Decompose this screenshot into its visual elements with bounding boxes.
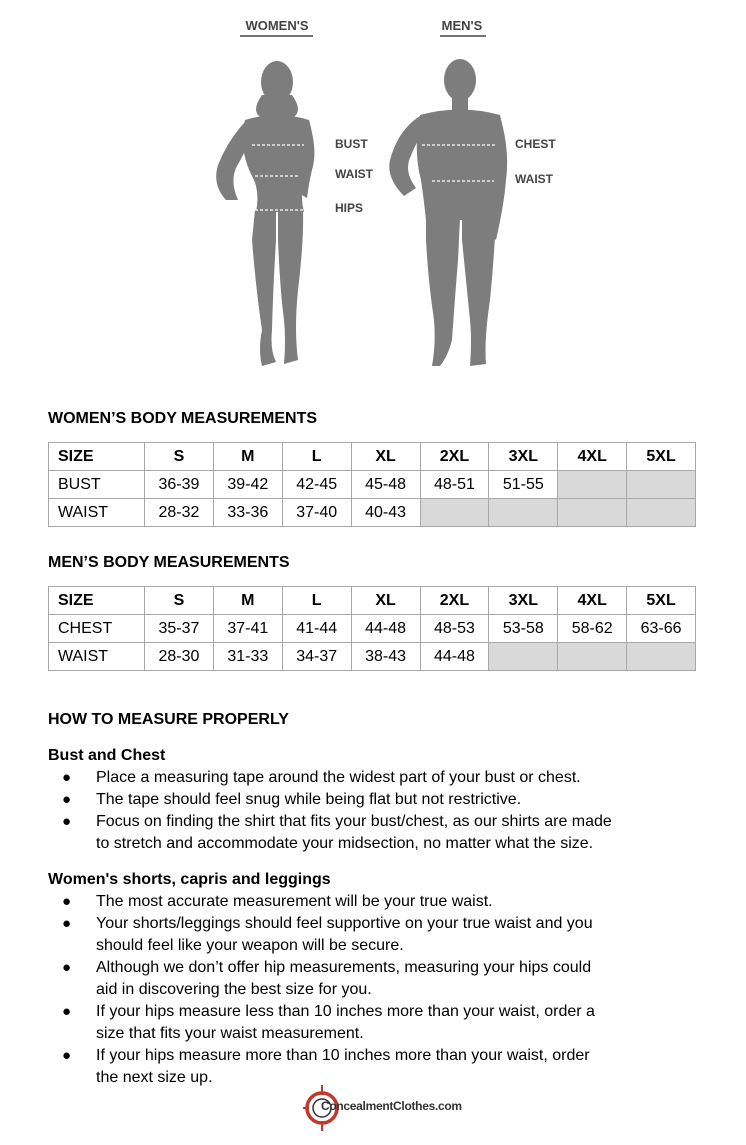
header-cell: 2XL: [420, 587, 489, 615]
table-cell: 31-33: [213, 643, 282, 671]
empty-cell: [558, 471, 627, 499]
table-cell: 48-53: [420, 615, 489, 643]
header-cell: M: [213, 587, 282, 615]
header-cell: 5XL: [627, 443, 696, 471]
header-cell: 3XL: [489, 443, 558, 471]
empty-cell: [627, 471, 696, 499]
womens-size-table: [48, 442, 696, 527]
body-measurement-figure: [0, 0, 746, 400]
man-silhouette: [389, 59, 507, 366]
list-item-text: The most accurate measurement will be your true waist.: [96, 893, 493, 910]
table-cell: 28-30: [145, 643, 214, 671]
womens-bottoms-heading: Women's shorts, capris and leggings: [48, 871, 331, 888]
table-cell: 63-66: [627, 615, 696, 643]
bullet-icon: ●: [62, 791, 72, 808]
table-cell: 42-45: [282, 471, 351, 499]
empty-cell: [420, 499, 489, 527]
header-cell: S: [145, 587, 214, 615]
table-cell: 44-48: [420, 643, 489, 671]
hips-label: HIPS: [335, 201, 364, 215]
table-cell: 53-58: [489, 615, 558, 643]
table-header-row: [49, 443, 696, 471]
list-item-text: The tape should feel snug while being flat but not restrictive.: [96, 791, 522, 808]
row-label: BUST: [49, 471, 145, 499]
bullet-icon: ●: [62, 1047, 72, 1064]
table-cell: 33-36: [213, 499, 282, 527]
table-cell: 40-43: [351, 499, 420, 527]
bullet-icon: ●: [62, 813, 72, 830]
header-cell: XL: [351, 587, 420, 615]
header-cell: L: [282, 587, 351, 615]
waist-label-men: WAIST: [515, 172, 553, 186]
table-header-row: [49, 587, 696, 615]
logo-text: ConcealmentClothes.com: [321, 1099, 462, 1113]
bust-label: BUST: [335, 137, 368, 151]
list-item-text: Your shorts/leggings should feel supportive on your true waist and you should feel like your weapon will be secure.: [96, 915, 593, 954]
mens-size-table: [48, 586, 696, 671]
table-row: [49, 643, 696, 671]
list-item: [48, 891, 616, 913]
table-cell: 44-48: [351, 615, 420, 643]
mens-table-title: MEN’S BODY MEASUREMENTS: [48, 554, 290, 571]
row-label: WAIST: [49, 643, 145, 671]
list-item: [48, 767, 616, 789]
womens-label: WOMEN'S: [245, 18, 309, 33]
womens-bottoms-list: [48, 891, 698, 1089]
table-cell: 38-43: [351, 643, 420, 671]
header-cell: SIZE: [49, 443, 145, 471]
header-cell: 3XL: [489, 587, 558, 615]
empty-cell: [627, 499, 696, 527]
bullet-icon: ●: [62, 1003, 72, 1020]
list-item: [48, 957, 616, 1001]
list-item: [48, 811, 616, 855]
header-cell: 5XL: [627, 587, 696, 615]
row-label: WAIST: [49, 499, 145, 527]
bullet-icon: ●: [62, 915, 72, 932]
empty-cell: [489, 643, 558, 671]
list-item-text: Focus on finding the shirt that fits your bust/chest, as our shirts are made to stretch and accommodate your midsection, no matter what the size.: [96, 813, 612, 852]
header-cell: XL: [351, 443, 420, 471]
table-cell: 34-37: [282, 643, 351, 671]
table-cell: 39-42: [213, 471, 282, 499]
table-cell: 36-39: [145, 471, 214, 499]
header-cell: S: [145, 443, 214, 471]
empty-cell: [489, 499, 558, 527]
concealment-clothes-logo: [302, 1083, 462, 1133]
womens-table-title: WOMEN’S BODY MEASUREMENTS: [48, 410, 318, 427]
header-cell: 4XL: [558, 587, 627, 615]
bullet-icon: ●: [62, 893, 72, 910]
how-to-measure-section: [48, 711, 698, 1105]
empty-cell: [627, 643, 696, 671]
list-item: [48, 789, 616, 811]
list-item-text: Although we don’t offer hip measurements, measuring your hips could aid in discovering the best size for you.: [96, 959, 592, 998]
header-cell: SIZE: [49, 587, 145, 615]
bust-chest-heading: Bust and Chest: [48, 747, 166, 764]
header-cell: 2XL: [420, 443, 489, 471]
table-cell: 51-55: [489, 471, 558, 499]
list-item-text: Place a measuring tape around the widest part of your bust or chest.: [96, 769, 581, 786]
table-cell: 35-37: [145, 615, 214, 643]
table-cell: 41-44: [282, 615, 351, 643]
row-label: CHEST: [49, 615, 145, 643]
header-cell: 4XL: [558, 443, 627, 471]
woman-silhouette: [216, 61, 314, 366]
how-to-title: HOW TO MEASURE PROPERLY: [48, 711, 289, 728]
list-item: [48, 1001, 616, 1045]
header-cell: L: [282, 443, 351, 471]
empty-cell: [558, 499, 627, 527]
list-item: [48, 913, 616, 957]
table-cell: 45-48: [351, 471, 420, 499]
list-item-text: If your hips measure more than 10 inches more than your waist, order the next size up.: [96, 1047, 590, 1086]
bullet-icon: ●: [62, 959, 72, 976]
waist-label-women: WAIST: [335, 167, 373, 181]
table-row: [49, 471, 696, 499]
table-cell: 58-62: [558, 615, 627, 643]
bust-chest-list: [48, 767, 698, 855]
table-cell: 37-40: [282, 499, 351, 527]
table-cell: 37-41: [213, 615, 282, 643]
header-cell: M: [213, 443, 282, 471]
table-cell: 28-32: [145, 499, 214, 527]
table-cell: 48-51: [420, 471, 489, 499]
list-item-text: If your hips measure less than 10 inches more than your waist, order a size that fits your waist measurement.: [96, 1003, 595, 1042]
mens-label: MEN'S: [441, 18, 483, 33]
bullet-icon: ●: [62, 769, 72, 786]
empty-cell: [558, 643, 627, 671]
chest-label: CHEST: [515, 137, 556, 151]
table-row: [49, 615, 696, 643]
table-row: [49, 499, 696, 527]
